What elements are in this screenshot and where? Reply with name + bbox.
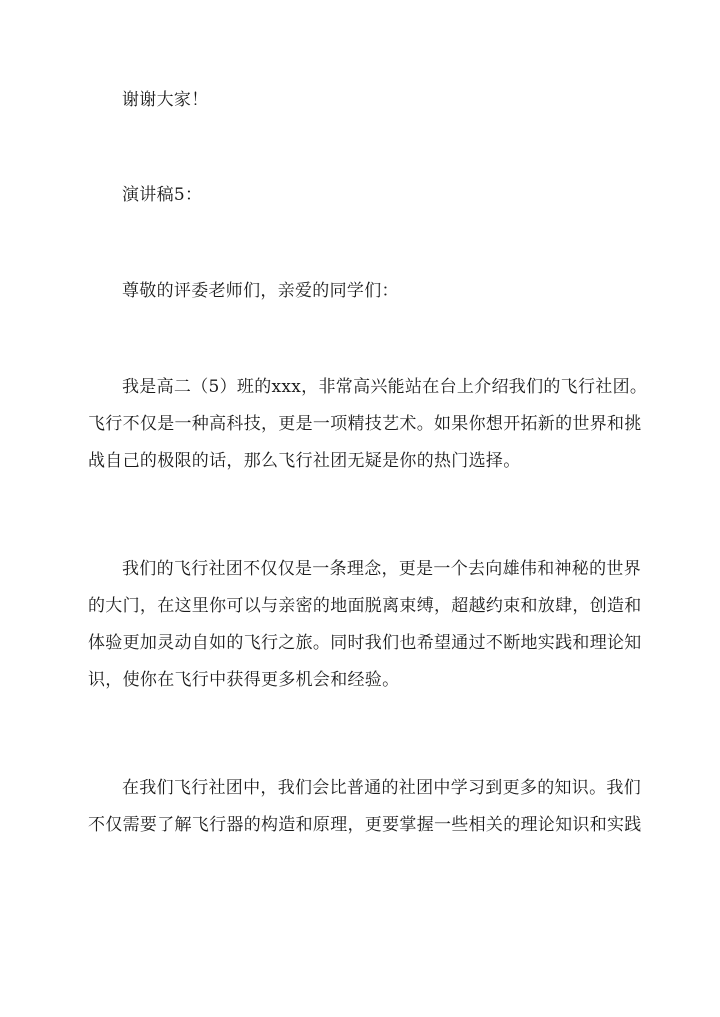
closing-thanks: 谢谢大家！: [122, 90, 209, 110]
section-heading: 演讲稿5：: [122, 185, 203, 205]
paragraph-learning: 在我们飞行社团中，我们会比普通的社团中学习到更多的知识。我们不仅需要了解飞行器的构造和原理，更要掌握一些相关的理论知识和实践: [88, 778, 642, 835]
salutation: 尊敬的评委老师们，亲爱的同学们：: [122, 281, 399, 301]
paragraph-club-description: 我们的飞行社团不仅仅是一条理念，更是一个去向雄伟和神秘的世界的大门，在这里你可以与亲密的地面脱离束缚，超越约束和放肆，创造和体验更加灵动自如的飞行之旅。同时我们也希望通过不断地实践和理论知识，使你在飞行中获得更多机会和经验。: [88, 559, 642, 690]
paragraph-introduction: 我是高二（5）班的xxx，非常高兴能站在台上介绍我们的飞行社团。飞行不仅是一种高科技，更是一项精技艺术。如果你想开拓新的世界和挑战自己的极限的话，那么飞行社团无疑是你的热门选择。: [88, 377, 648, 471]
